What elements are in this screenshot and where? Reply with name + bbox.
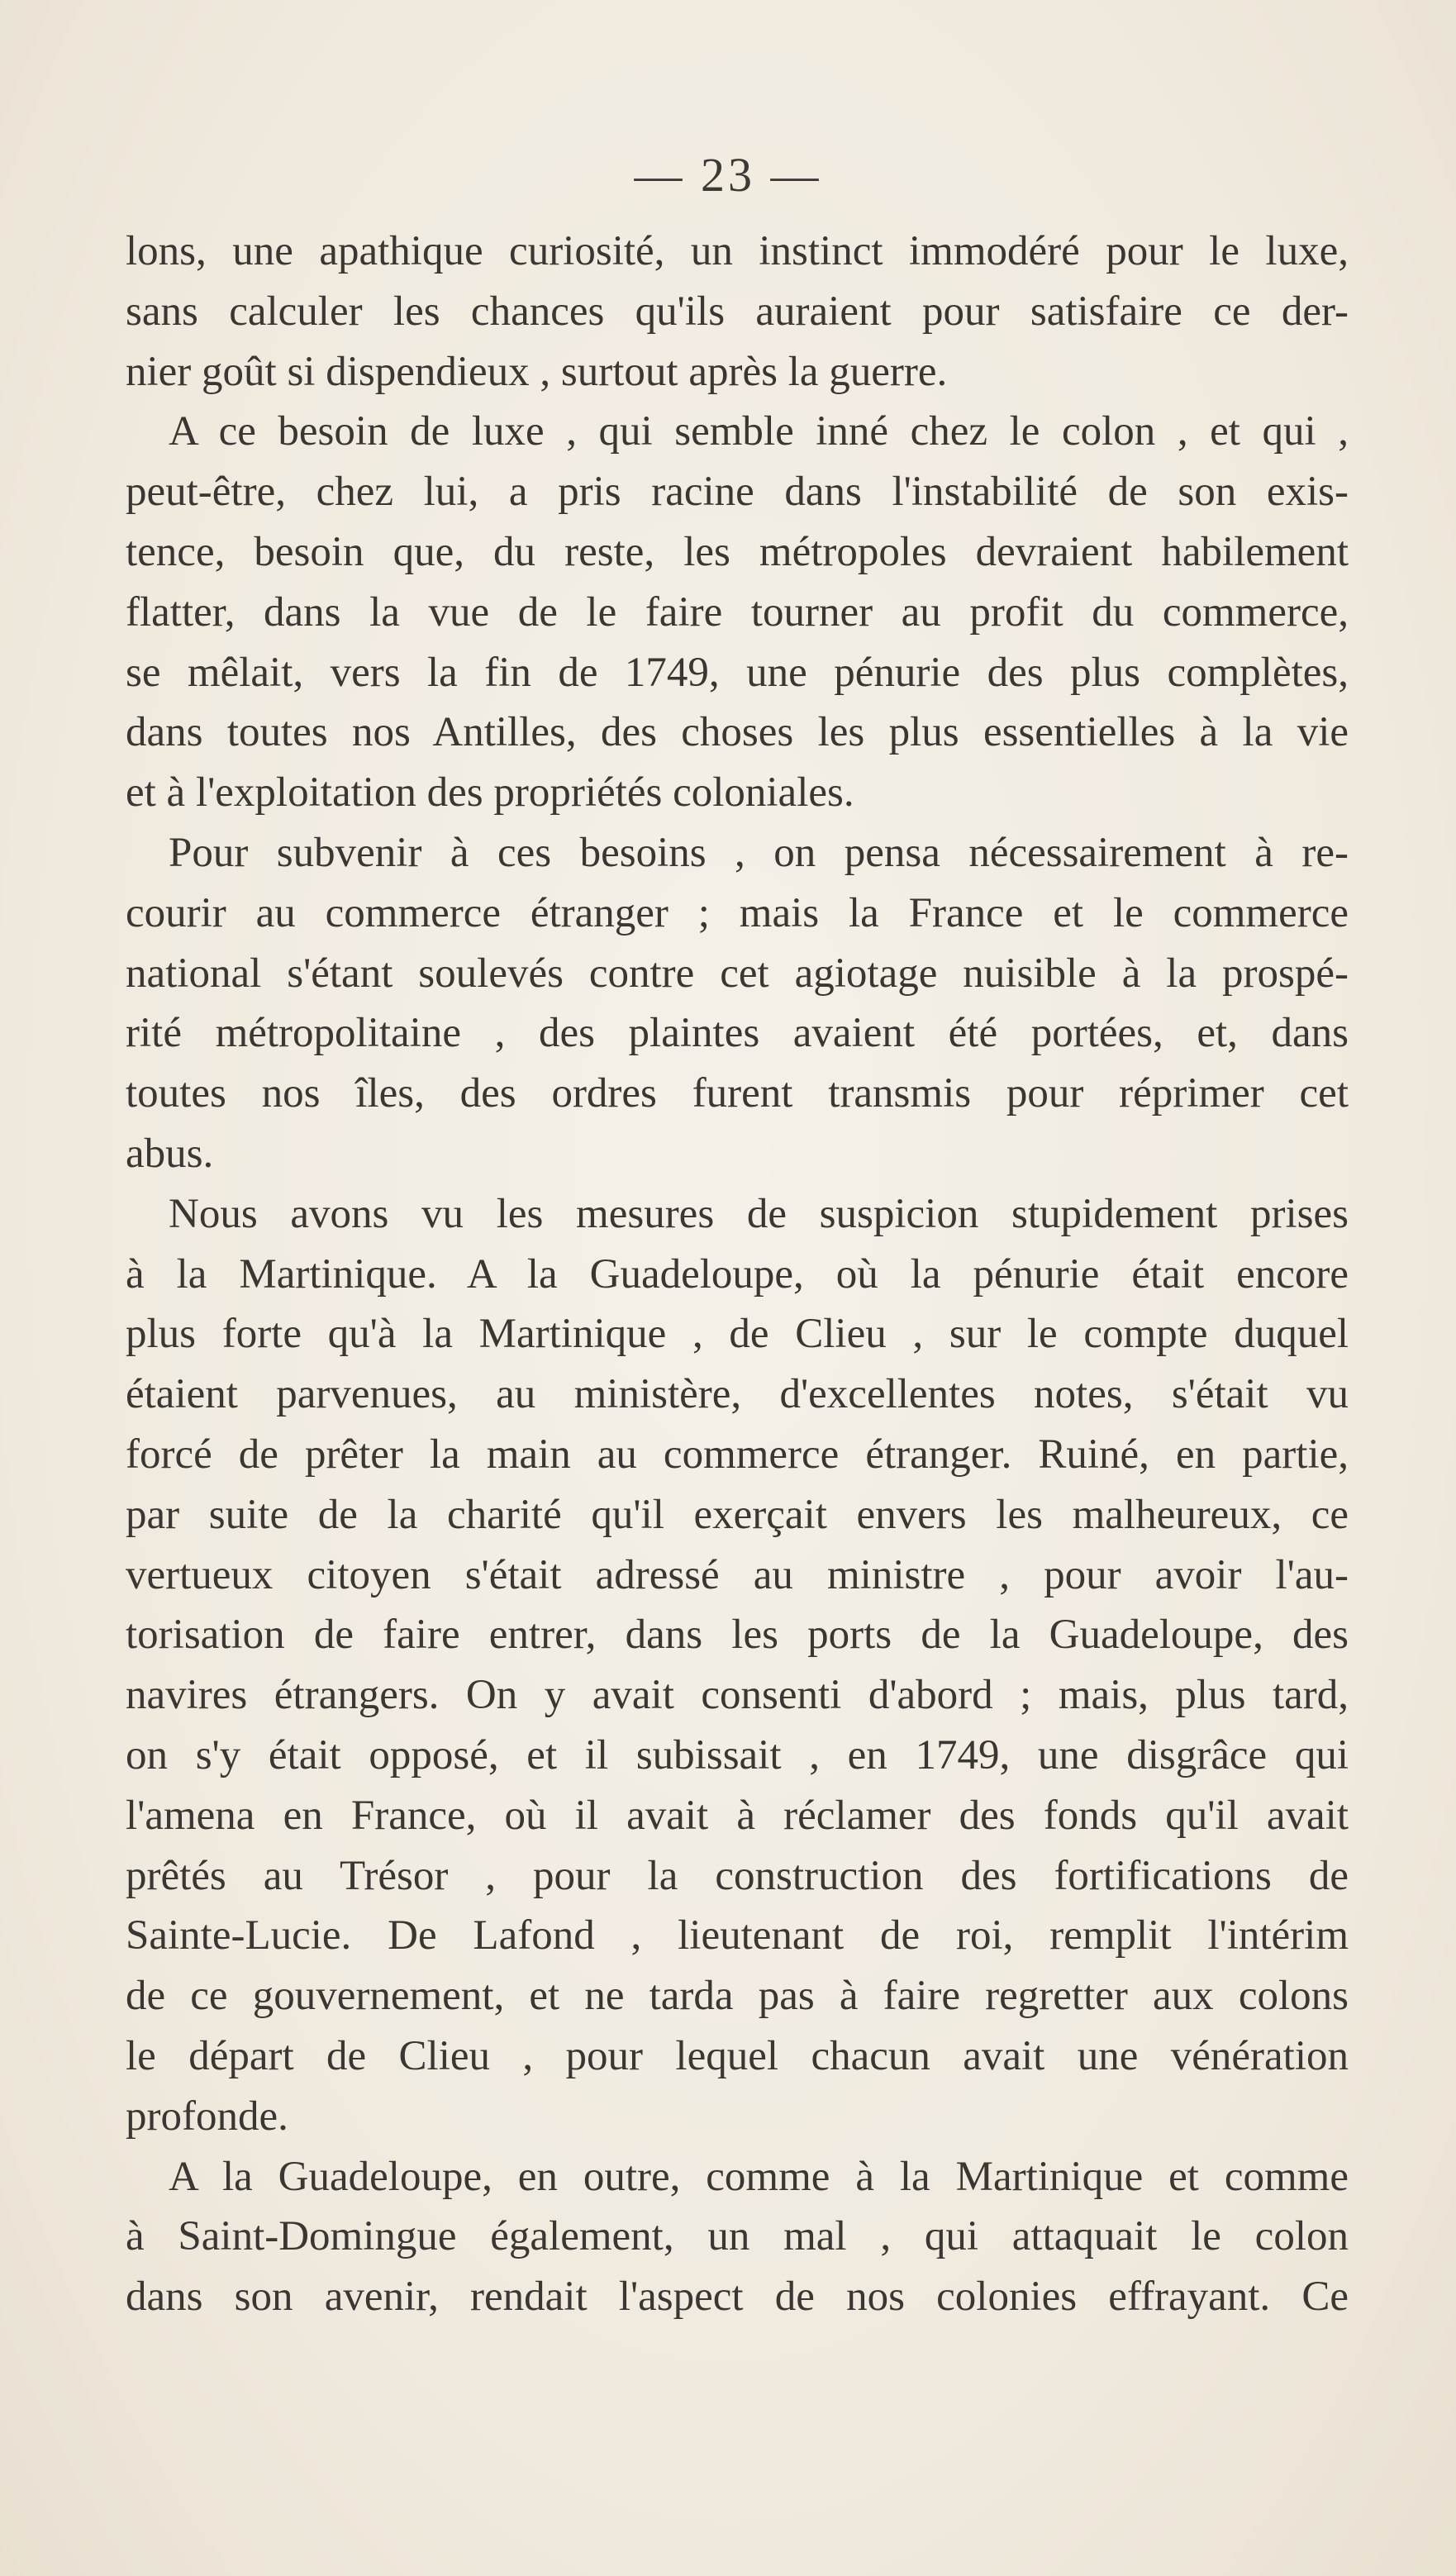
- text-line: prêtés au Trésor , pour la construction des fortifications de: [126, 1852, 1349, 1899]
- text-line: lons, une apathique curiosité, un instinct immodéré pour le luxe,: [126, 228, 1349, 274]
- text-line: de ce gouvernement, et ne tarda pas à faire regretter aux colons: [126, 1973, 1349, 2020]
- text-line: dans son avenir, rendait l'aspect de nos colonies effrayant. Ce: [126, 2274, 1349, 2321]
- text-line: A la Guadeloupe, en outre, comme à la Martinique et comme: [169, 2153, 1349, 2200]
- text-line: rité métropolitaine , des plaintes avaient été portées, et, dans: [126, 1010, 1349, 1057]
- text-line: profonde.: [126, 2093, 288, 2140]
- text-line: peut-être, chez lui, a pris racine dans l'instabilité de son exis-: [126, 469, 1349, 516]
- body-text: [126, 221, 1349, 2327]
- text-line: flatter, dans la vue de le faire tourner au profit du commerce,: [126, 588, 1349, 636]
- text-line: Pour subvenir à ces besoins , on pensa nécessairement à re-: [169, 829, 1349, 876]
- text-line: Nous avons vu les mesures de suspicion stupidement prises: [169, 1190, 1349, 1237]
- text-line: le départ de Clieu , pour lequel chacun avait une vénération: [126, 2032, 1349, 2079]
- text-line: et à l'exploitation des propriétés coloniales.: [126, 769, 854, 817]
- text-line: nier goût si dispendieux , surtout après la guerre.: [126, 348, 948, 395]
- text-line: forcé de prêter la main au commerce étranger. Ruiné, en partie,: [126, 1431, 1349, 1478]
- text-line: national s'étant soulevés contre cet agiotage nuisible à la prospé-: [126, 950, 1349, 997]
- text-line: on s'y était opposé, et il subissait , en 1749, une disgrâce qui: [126, 1731, 1349, 1778]
- text-line: sans calculer les chances qu'ils auraient pour satisfaire ce der-: [126, 288, 1349, 335]
- text-line: plus forte qu'à la Martinique , de Clieu , sur le compte duquel: [126, 1311, 1349, 1358]
- text-line: à la Martinique. A la Guadeloupe, où la pénurie était encore: [126, 1250, 1349, 1298]
- text-line: dans toutes nos Antilles, des choses les plus essentielles à la vie: [126, 709, 1349, 756]
- text-line: l'amena en France, où il avait à réclamer des fonds qu'il avait: [126, 1792, 1349, 1839]
- page-number: — 23 —: [634, 148, 822, 202]
- text-line: par suite de la charité qu'il exerçait envers les malheureux, ce: [126, 1491, 1349, 1538]
- text-line: tence, besoin que, du reste, les métropoles devraient habilement: [126, 528, 1349, 575]
- text-line: Sainte-Lucie. De Lafond , lieutenant de roi, remplit l'intérim: [126, 1912, 1349, 1959]
- text-line: A ce besoin de luxe , qui semble inné chez le colon , et qui ,: [169, 408, 1349, 455]
- text-line: à Saint-Domingue également, un mal , qui attaquait le colon: [126, 2213, 1349, 2260]
- text-line: vertueux citoyen s'était adressé au ministre , pour avoir l'au-: [126, 1551, 1349, 1598]
- text-line: abus.: [126, 1130, 214, 1177]
- text-line: étaient parvenues, au ministère, d'excellentes notes, s'était vu: [126, 1371, 1349, 1418]
- text-line: navires étrangers. On y avait consenti d'abord ; mais, plus tard,: [126, 1672, 1349, 1719]
- text-line: toutes nos îles, des ordres furent transmis pour réprimer cet: [126, 1070, 1349, 1117]
- text-line: torisation de faire entrer, dans les ports de la Guadeloupe, des: [126, 1612, 1349, 1659]
- text-line: courir au commerce étranger ; mais la France et le commerce: [126, 889, 1349, 936]
- text-line: se mêlait, vers la fin de 1749, une pénurie des plus complètes,: [126, 649, 1349, 696]
